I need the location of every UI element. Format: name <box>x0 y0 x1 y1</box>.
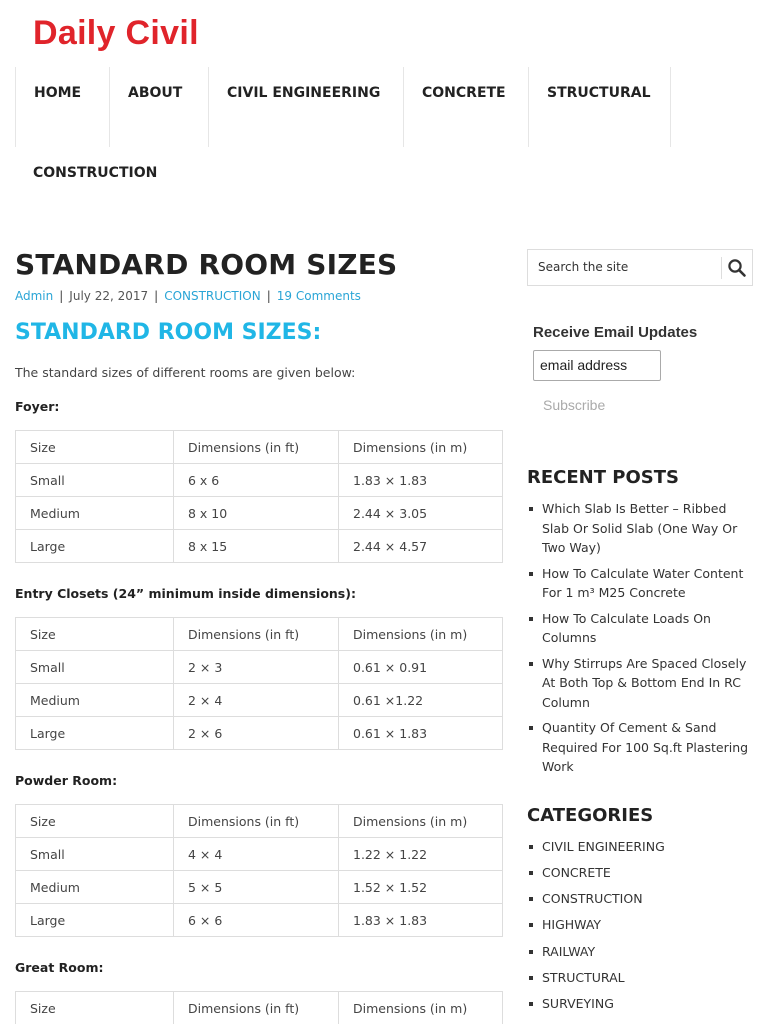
table-row <box>16 651 503 684</box>
table-cell: 0.61 ×1.22 <box>339 684 503 717</box>
table-row <box>16 530 503 563</box>
table-row <box>16 464 503 497</box>
nav-item-concrete[interactable]: CONCRETE <box>403 67 528 147</box>
table-cell: Size <box>16 618 174 651</box>
table-cell: Large <box>16 904 174 937</box>
table-cell: Dimensions (in ft) <box>174 805 339 838</box>
table-cell: Medium <box>16 497 174 530</box>
table-cell: Dimensions (in m) <box>339 805 503 838</box>
table-cell: Dimensions (in ft) <box>174 431 339 464</box>
table-cell: 1.52 × 1.52 <box>339 871 503 904</box>
search-icon[interactable] <box>727 258 747 278</box>
category-link[interactable]: CIVIL ENGINEERING <box>527 837 753 857</box>
recent-posts-list <box>527 499 753 777</box>
table-cell: 0.61 × 1.83 <box>339 717 503 750</box>
table-cell: Dimensions (in ft) <box>174 992 339 1024</box>
post-content <box>15 248 503 1024</box>
table-header-row <box>16 618 503 651</box>
meta-separator: | <box>266 289 271 303</box>
search-input[interactable]: Search the site <box>538 260 629 274</box>
table-cell: 2.44 × 3.05 <box>339 497 503 530</box>
table-row <box>16 717 503 750</box>
table-cell: 6 × 6 <box>174 904 339 937</box>
nav-item-about[interactable]: ABOUT <box>109 67 208 147</box>
recent-post-link[interactable]: How To Calculate Loads On Columns <box>527 609 753 648</box>
table-cell: 2 × 6 <box>174 717 339 750</box>
table-cell: 2 × 3 <box>174 651 339 684</box>
post-title: STANDARD ROOM SIZES <box>15 248 398 281</box>
category-link[interactable]: CONCRETE <box>527 863 753 883</box>
recent-post-link[interactable]: Which Slab Is Better – Ribbed Slab Or Solid Slab (One Way Or Two Way) <box>527 499 753 558</box>
table-cell: Small <box>16 651 174 684</box>
table-cell: Dimensions (in m) <box>339 431 503 464</box>
recent-post-link[interactable]: How To Calculate Water Content For 1 m³ M25 Concrete <box>527 564 753 603</box>
powder-room-table <box>15 804 503 937</box>
table-cell: Large <box>16 530 174 563</box>
section-label-great-room: Great Room: <box>15 960 104 975</box>
categories-list <box>527 837 753 1014</box>
table-cell: 8 x 15 <box>174 530 339 563</box>
category-link[interactable]: SURVEYING <box>527 994 753 1014</box>
great-room-table <box>15 991 503 1024</box>
table-header-row <box>16 431 503 464</box>
category-link[interactable]: HIGHWAY <box>527 915 753 935</box>
table-cell: 0.61 × 0.91 <box>339 651 503 684</box>
table-cell: Size <box>16 805 174 838</box>
foyer-table <box>15 430 503 563</box>
recent-posts-title: RECENT POSTS <box>527 467 679 488</box>
table-row <box>16 684 503 717</box>
nav-item-structural[interactable]: STRUCTURAL <box>528 67 671 147</box>
table-cell: Medium <box>16 871 174 904</box>
post-author-link[interactable]: Admin <box>15 289 54 303</box>
table-cell: 2.44 × 4.57 <box>339 530 503 563</box>
table-cell: 2 × 4 <box>174 684 339 717</box>
table-cell: 1.83 × 1.83 <box>339 904 503 937</box>
table-cell: Small <box>16 464 174 497</box>
search-box[interactable] <box>527 249 753 286</box>
table-row <box>16 497 503 530</box>
section-label-powder-room: Powder Room: <box>15 773 118 788</box>
table-cell: 4 × 4 <box>174 838 339 871</box>
table-cell: Small <box>16 838 174 871</box>
nav-item-home[interactable]: HOME <box>15 67 109 147</box>
table-row <box>16 904 503 937</box>
table-cell: Dimensions (in m) <box>339 992 503 1024</box>
subscribe-button[interactable]: Subscribe <box>543 397 606 413</box>
meta-separator: | <box>154 289 159 303</box>
table-cell: 6 x 6 <box>174 464 339 497</box>
meta-separator: | <box>59 289 64 303</box>
section-heading: STANDARD ROOM SIZES: <box>15 320 322 345</box>
section-label-foyer: Foyer: <box>15 399 60 414</box>
post-date: July 22, 2017 <box>69 289 149 303</box>
table-cell: 1.83 × 1.83 <box>339 464 503 497</box>
table-cell: 1.22 × 1.22 <box>339 838 503 871</box>
email-field[interactable]: email address <box>533 350 661 381</box>
nav-item-construction[interactable]: CONSTRUCTION <box>33 165 158 181</box>
sidebar <box>527 249 753 1021</box>
table-cell: Dimensions (in ft) <box>174 618 339 651</box>
post-meta <box>15 288 503 304</box>
post-category-link[interactable]: CONSTRUCTION <box>164 289 261 303</box>
intro-text: The standard sizes of different rooms are given below: <box>15 365 356 380</box>
table-row <box>16 871 503 904</box>
table-cell: Large <box>16 717 174 750</box>
email-updates-title: Receive Email Updates <box>533 324 698 341</box>
table-header-row <box>16 805 503 838</box>
table-cell: Size <box>16 431 174 464</box>
category-link[interactable]: CONSTRUCTION <box>527 889 753 909</box>
nav-item-civil-engineering[interactable]: CIVIL ENGINEERING <box>208 67 403 147</box>
table-cell: Medium <box>16 684 174 717</box>
table-cell: 5 × 5 <box>174 871 339 904</box>
category-link[interactable]: RAILWAY <box>527 942 753 962</box>
table-cell: Dimensions (in m) <box>339 618 503 651</box>
table-header-row <box>16 992 503 1024</box>
site-logo[interactable]: Daily Civil <box>33 14 199 52</box>
table-row <box>16 838 503 871</box>
entry-closets-table <box>15 617 503 750</box>
recent-post-link[interactable]: Quantity Of Cement & Sand Required For 100 Sq.ft Plastering Work <box>527 718 753 777</box>
search-divider <box>721 257 722 279</box>
table-cell: 8 x 10 <box>174 497 339 530</box>
table-cell: Size <box>16 992 174 1024</box>
category-link[interactable]: STRUCTURAL <box>527 968 753 988</box>
categories-title: CATEGORIES <box>527 804 654 826</box>
section-label-entry-closets: Entry Closets (24” minimum inside dimensions): <box>15 586 356 601</box>
recent-post-link[interactable]: Why Stirrups Are Spaced Closely At Both Top & Bottom End In RC Column <box>527 654 753 713</box>
post-comments-link[interactable]: 19 Comments <box>276 289 361 303</box>
